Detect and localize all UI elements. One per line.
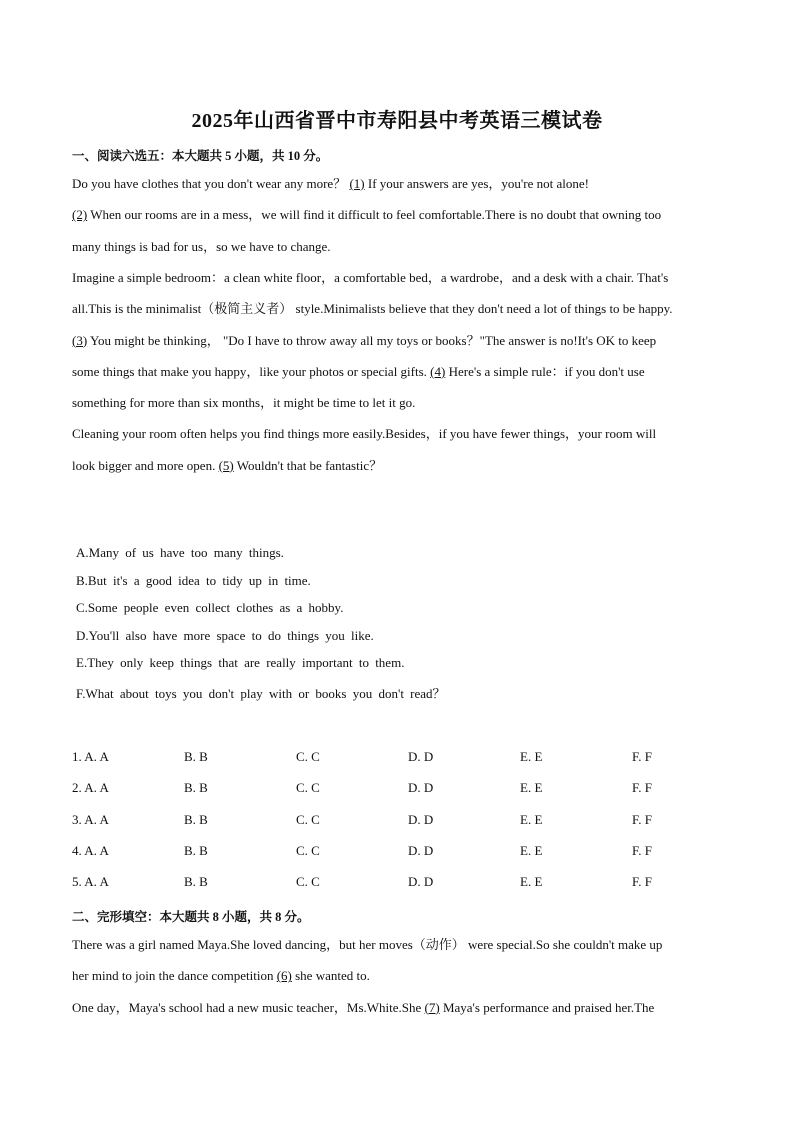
passage-text: Wouldn't that be fantastic？ [236,457,383,473]
passage-line [72,967,722,985]
passage-text: Do you have clothes that you don't wear any more？ [72,176,347,191]
passage-line [72,457,722,475]
passage-line [72,394,722,412]
passage-line [72,238,722,256]
answer-row [72,874,722,892]
answer-choice[interactable]: 1. A. A [72,749,109,764]
answer-choice[interactable]: D. D [408,811,434,827]
section-heading-cloze: 二、完形填空：本大题共 8 小题，共 8 分。 [72,910,310,924]
answer-row [72,812,722,830]
answer-row [72,780,722,798]
passage-text: When our rooms are in a mess，we will find it difficult to feel comfortable.There is no doubt that owning too [90,207,662,223]
option-item: F.What about toys you don't play with or books you don't read？ [76,686,446,701]
answer-choice[interactable]: E. E [520,780,543,796]
answer-choice[interactable]: C. C [296,780,320,796]
answer-choice[interactable]: D. D [408,842,434,858]
passage-line [72,175,722,193]
passage-text: Here's a simple rule：if you don't use [448,363,645,379]
passage-line [72,300,722,318]
answer-choice[interactable]: F. F [632,874,652,890]
answer-row [72,843,722,861]
answer-choice[interactable]: E. E [520,749,543,764]
answer-choice[interactable]: B. B [184,811,208,827]
passage-text: Imagine a simple bedroom：a clean white floor，a comfortable bed，a wardrobe，and a desk with a chair. That's [72,269,669,285]
passage-text: You might be thinking， "Do I have to throw away all my toys or books？"The answer is no!It's OK to keep [89,332,657,348]
option-item: D.You'll also have more space to do things you like. [76,627,374,643]
answer-choice[interactable]: 3. A. A [72,811,109,827]
passage-line [72,999,722,1017]
passage-line [72,332,722,350]
passage-text: she wanted to. [295,968,370,984]
passage-line [72,363,722,381]
answer-choice[interactable]: C. C [296,842,320,858]
option-item: E.They only keep things that are really important to them. [76,655,405,671]
passage-text: Maya's performance and praised her.The [442,999,655,1015]
page-title: 2025年山西省晋中市寿阳县中考英语三模试卷 [191,110,603,132]
answer-choice[interactable]: 4. A. A [72,842,109,858]
passage-line [72,269,722,287]
answer-choice[interactable]: C. C [296,811,320,827]
passage-text: her mind to join the dance competition [72,968,274,984]
answer-choice[interactable]: D. D [408,874,434,890]
blank-marker: (4) [430,363,446,379]
passage-text: look bigger and more open. [72,457,216,473]
answer-choice[interactable]: B. B [184,842,208,858]
blank-marker: (1) [349,176,365,191]
answer-choice[interactable]: F. F [632,780,652,796]
option-item: A.Many of us have too many things. [76,545,284,560]
answer-choice[interactable]: 5. A. A [72,874,109,890]
answer-choice[interactable]: F. F [632,749,652,764]
passage-text: One day，Maya's school had a new music teacher，Ms.White.She [72,999,422,1015]
answer-choice[interactable]: B. B [184,780,208,796]
passage-line [72,425,722,443]
answer-choice[interactable]: B. B [184,874,208,890]
passage-text: If your answers are yes，you're not alone! [367,176,589,191]
section-heading-reading: 一、阅读六选五：本大题共 5 小题，共 10 分。 [72,149,329,163]
passage-text: There was a girl named Maya.She loved dancing，but her moves（动作） were special.So she couldn't make up [72,937,663,952]
answer-choice[interactable]: D. D [408,749,434,764]
answer-choice[interactable]: B. B [184,749,208,764]
blank-marker: (5) [218,457,234,473]
answer-choice[interactable]: E. E [520,811,543,827]
blank-marker: (7) [424,999,440,1015]
option-item: C.Some people even collect clothes as a hobby. [76,600,344,616]
answer-row [72,749,722,767]
answer-choice[interactable]: C. C [296,874,320,890]
passage-text: many things is bad for us，so we have to change. [72,238,331,254]
passage-line [72,936,722,954]
passage-text: some things that make you happy，like your photos or special gifts. [72,363,427,379]
passage-text: all.This is the minimalist（极简主义者） style.Minimalists believe that they don't need a lot of things to be happy. [72,301,673,317]
option-item: B.But it's a good idea to tidy up in time. [76,572,311,588]
blank-marker: (2) [72,207,88,223]
blank-marker: (3) [72,332,88,348]
passage-text: Cleaning your room often helps you find things more easily.Besides，if you have fewer things，your room will [72,426,657,442]
answer-choice[interactable]: C. C [296,749,320,764]
answer-choice[interactable]: D. D [408,780,434,796]
answer-choice[interactable]: E. E [520,874,543,890]
answer-choice[interactable]: F. F [632,811,652,827]
answer-choice[interactable]: F. F [632,842,652,858]
blank-marker: (6) [276,968,292,984]
answer-choice[interactable]: 2. A. A [72,780,109,796]
answer-choice[interactable]: E. E [520,842,543,858]
passage-text: something for more than six months，it might be time to let it go. [72,395,416,411]
passage-line [72,206,722,224]
